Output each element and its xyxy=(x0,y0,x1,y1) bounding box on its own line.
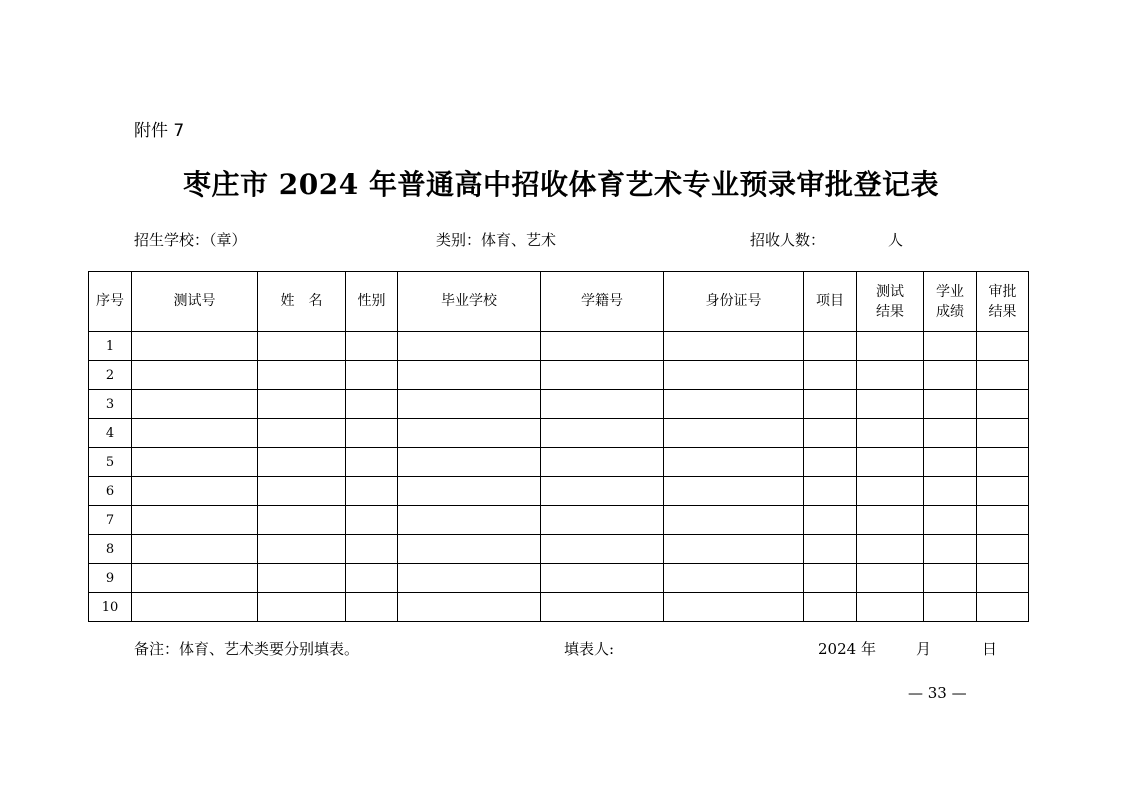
header-serial: 序号 xyxy=(89,272,132,332)
cell-academic-score[interactable] xyxy=(924,448,977,477)
cell-gender[interactable] xyxy=(346,361,398,390)
cell-test-result[interactable] xyxy=(857,390,924,419)
cell-academic-score[interactable] xyxy=(924,419,977,448)
cell-name[interactable] xyxy=(258,361,346,390)
cell-name[interactable] xyxy=(258,535,346,564)
row-serial-cell: 9 xyxy=(89,564,132,593)
cell-student-number[interactable] xyxy=(541,593,664,622)
cell-test-result[interactable] xyxy=(857,593,924,622)
cell-gender[interactable] xyxy=(346,506,398,535)
header-approval-result xyxy=(977,272,1029,332)
cell-gender[interactable] xyxy=(346,332,398,361)
cell-name[interactable] xyxy=(258,593,346,622)
cell-item[interactable] xyxy=(804,390,857,419)
cell-approval-result[interactable] xyxy=(977,564,1029,593)
date-day: 日 xyxy=(982,640,998,658)
cell-student-number[interactable] xyxy=(541,361,664,390)
enrollment-count-unit: 人 xyxy=(888,231,904,249)
table-row xyxy=(89,332,1029,361)
row-serial-cell: 1 xyxy=(89,332,132,361)
table-row xyxy=(89,390,1029,419)
row-serial-cell: 7 xyxy=(89,506,132,535)
cell-item[interactable] xyxy=(804,448,857,477)
date-month: 月 xyxy=(916,640,932,658)
cell-item[interactable] xyxy=(804,361,857,390)
cell-graduate-school[interactable] xyxy=(398,448,541,477)
cell-test-result[interactable] xyxy=(857,535,924,564)
table-row xyxy=(89,361,1029,390)
cell-graduate-school[interactable] xyxy=(398,535,541,564)
cell-graduate-school[interactable] xyxy=(398,419,541,448)
cell-graduate-school[interactable] xyxy=(398,477,541,506)
cell-item[interactable] xyxy=(804,564,857,593)
header-test-result xyxy=(857,272,924,332)
row-serial-cell: 6 xyxy=(89,477,132,506)
cell-approval-result[interactable] xyxy=(977,535,1029,564)
header-id-number: 身份证号 xyxy=(664,272,804,332)
header-gender: 性别 xyxy=(346,272,398,332)
cell-name[interactable] xyxy=(258,390,346,419)
cell-academic-score[interactable] xyxy=(924,332,977,361)
attachment-label: 附件 7 xyxy=(134,121,185,141)
form-filler-label: 填表人: xyxy=(564,640,615,658)
cell-id-number[interactable] xyxy=(664,361,804,390)
cell-student-number[interactable] xyxy=(541,332,664,361)
header-approval-result-label: 审批结果 xyxy=(988,283,1017,320)
cell-academic-score[interactable] xyxy=(924,593,977,622)
cell-academic-score[interactable] xyxy=(924,506,977,535)
cell-test-number[interactable] xyxy=(132,448,258,477)
cell-approval-result[interactable] xyxy=(977,419,1029,448)
remark-note: 备注：体育、艺术类要分别填表。 xyxy=(134,640,360,658)
cell-gender[interactable] xyxy=(346,390,398,419)
cell-test-result[interactable] xyxy=(857,332,924,361)
cell-graduate-school[interactable] xyxy=(398,593,541,622)
cell-id-number[interactable] xyxy=(664,564,804,593)
cell-approval-result[interactable] xyxy=(977,477,1029,506)
cell-academic-score[interactable] xyxy=(924,361,977,390)
cell-test-number[interactable] xyxy=(132,390,258,419)
cell-item[interactable] xyxy=(804,506,857,535)
cell-name[interactable] xyxy=(258,506,346,535)
table-row xyxy=(89,593,1029,622)
row-serial-cell: 2 xyxy=(89,361,132,390)
cell-name[interactable] xyxy=(258,419,346,448)
cell-graduate-school[interactable] xyxy=(398,332,541,361)
cell-test-number[interactable] xyxy=(132,361,258,390)
cell-graduate-school[interactable] xyxy=(398,564,541,593)
cell-gender[interactable] xyxy=(346,593,398,622)
cell-academic-score[interactable] xyxy=(924,390,977,419)
cell-approval-result[interactable] xyxy=(977,448,1029,477)
cell-id-number[interactable] xyxy=(664,390,804,419)
cell-academic-score[interactable] xyxy=(924,535,977,564)
page-number: — 33 — xyxy=(908,684,967,702)
header-test-number: 测试号 xyxy=(132,272,258,332)
cell-test-result[interactable] xyxy=(857,506,924,535)
cell-id-number[interactable] xyxy=(664,419,804,448)
cell-student-number[interactable] xyxy=(541,419,664,448)
cell-item[interactable] xyxy=(804,535,857,564)
cell-item[interactable] xyxy=(804,419,857,448)
table-row xyxy=(89,448,1029,477)
document-title: 枣庄市 2024 年普通高中招收体育艺术专业预录审批登记表 xyxy=(183,168,939,201)
header-item: 项目 xyxy=(804,272,857,332)
cell-item[interactable] xyxy=(804,477,857,506)
cell-test-result[interactable] xyxy=(857,477,924,506)
table-row xyxy=(89,564,1029,593)
cell-student-number[interactable] xyxy=(541,390,664,419)
header-name: 姓 名 xyxy=(258,272,346,332)
cell-test-number[interactable] xyxy=(132,593,258,622)
cell-name[interactable] xyxy=(258,564,346,593)
cell-graduate-school[interactable] xyxy=(398,506,541,535)
cell-gender[interactable] xyxy=(346,535,398,564)
cell-test-number[interactable] xyxy=(132,477,258,506)
cell-graduate-school[interactable] xyxy=(398,361,541,390)
table-row xyxy=(89,535,1029,564)
cell-academic-score[interactable] xyxy=(924,477,977,506)
cell-student-number[interactable] xyxy=(541,477,664,506)
cell-student-number[interactable] xyxy=(541,564,664,593)
cell-approval-result[interactable] xyxy=(977,593,1029,622)
cell-academic-score[interactable] xyxy=(924,564,977,593)
cell-approval-result[interactable] xyxy=(977,332,1029,361)
header-test-result-label: 测试结果 xyxy=(876,283,904,320)
cell-test-number[interactable] xyxy=(132,419,258,448)
registration-table xyxy=(88,271,1029,622)
cell-id-number[interactable] xyxy=(664,506,804,535)
cell-student-number[interactable] xyxy=(541,448,664,477)
row-serial-cell: 10 xyxy=(89,593,132,622)
cell-test-result[interactable] xyxy=(857,419,924,448)
cell-id-number[interactable] xyxy=(664,448,804,477)
cell-test-result[interactable] xyxy=(857,564,924,593)
row-serial-cell: 5 xyxy=(89,448,132,477)
cell-id-number[interactable] xyxy=(664,477,804,506)
category-label: 类别：体育、艺术 xyxy=(436,231,557,249)
cell-approval-result[interactable] xyxy=(977,390,1029,419)
cell-gender[interactable] xyxy=(346,419,398,448)
cell-approval-result[interactable] xyxy=(977,506,1029,535)
cell-gender[interactable] xyxy=(346,448,398,477)
cell-id-number[interactable] xyxy=(664,332,804,361)
cell-graduate-school[interactable] xyxy=(398,390,541,419)
date-year: 2024 年 xyxy=(818,640,876,658)
table-row xyxy=(89,477,1029,506)
cell-gender[interactable] xyxy=(346,564,398,593)
cell-item[interactable] xyxy=(804,332,857,361)
cell-test-number[interactable] xyxy=(132,535,258,564)
cell-student-number[interactable] xyxy=(541,535,664,564)
cell-test-number[interactable] xyxy=(132,506,258,535)
cell-approval-result[interactable] xyxy=(977,361,1029,390)
cell-student-number[interactable] xyxy=(541,506,664,535)
recruiting-school-label: 招生学校：（章） xyxy=(134,231,247,249)
cell-test-result[interactable] xyxy=(857,448,924,477)
cell-test-number[interactable] xyxy=(132,564,258,593)
cell-gender[interactable] xyxy=(346,477,398,506)
enrollment-count-label: 招收人数： xyxy=(750,231,826,249)
table-row xyxy=(89,506,1029,535)
row-serial-cell: 8 xyxy=(89,535,132,564)
table-header-row xyxy=(89,272,1029,332)
cell-id-number[interactable] xyxy=(664,593,804,622)
row-serial-cell: 3 xyxy=(89,390,132,419)
cell-name[interactable] xyxy=(258,448,346,477)
cell-name[interactable] xyxy=(258,332,346,361)
header-academic-score xyxy=(924,272,977,332)
table-row xyxy=(89,419,1029,448)
header-academic-score-label: 学业成绩 xyxy=(936,283,964,320)
row-serial-cell: 4 xyxy=(89,419,132,448)
cell-id-number[interactable] xyxy=(664,535,804,564)
cell-item[interactable] xyxy=(804,593,857,622)
header-graduate-school: 毕业学校 xyxy=(398,272,541,332)
cell-test-number[interactable] xyxy=(132,332,258,361)
header-student-number: 学籍号 xyxy=(541,272,664,332)
cell-test-result[interactable] xyxy=(857,361,924,390)
cell-name[interactable] xyxy=(258,477,346,506)
